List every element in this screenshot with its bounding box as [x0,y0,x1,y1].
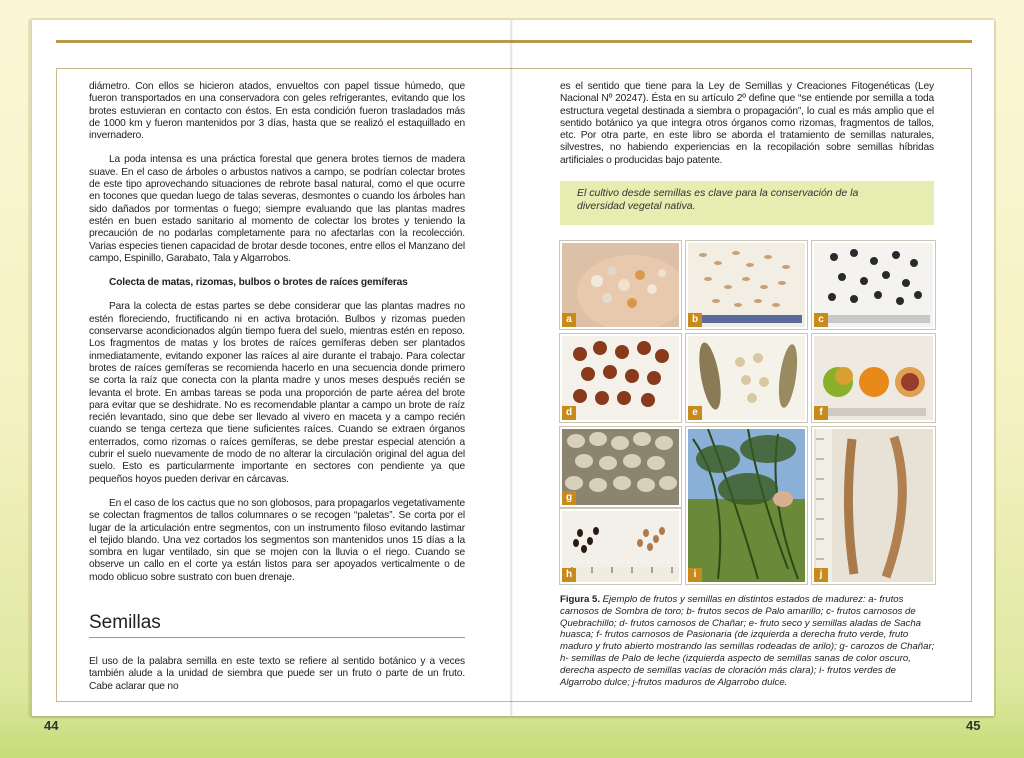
photo-label: j [814,568,828,582]
left-column [89,81,465,584]
photo-label: a [562,313,576,327]
photo-label: c [814,313,828,327]
photo-c-image [814,243,933,327]
left-paragraph-5: El uso de la palabra semilla en este texto se refiere al sentido botánico y a veces también alude a la unidad de siembra que puede ser un fruto o parte de un fruto. Cabe aclarar que no [89,656,465,692]
right-top-rule [512,40,972,43]
photo-i-image [688,429,805,582]
photo-label: f [814,406,828,420]
figure-caption-text: Ejemplo de frutos y semillas en distintos estados de madurez: a- frutos carnosos de Sombra de toro; b- frutos secos de Palo amarillo; c- frutos carnosos de Quebrachillo; d- frutos carnosos de Chañar; e- fruto seco y semillas aladas de Sacha huasca; f- frutos carnosos de Pasionaria (de izquierda a derecha fruto verde, fruto maduro y fruto abierto mostrando las semillas rodeadas de arilo); g- carozos de Chañar; h- semillas de Palo de leche (izquierda aspecto de semillas sanas de color oscuro, derecha aspecto de semillas vacías de cloración más clara); i- frutos verdes de Algarrobo dulce; j-frutos maduros de Algarrobo dulce. [560,594,935,688]
figure-caption [560,594,936,688]
page-number-right: 45 [966,718,981,733]
photo-d-image [562,336,679,420]
photo-label: g [562,491,576,505]
photo-d [560,334,681,422]
photo-g [560,427,681,507]
photo-c [812,241,935,329]
photo-g-image [562,429,679,505]
photo-i [686,427,807,584]
photo-j [812,427,935,584]
photo-a-image [562,243,679,327]
left-paragraph-2: La poda intensa es una práctica forestal que genera brotes tiernos de madera suave. En el caso de árboles o arbustos nativos a campo, se podrían colectar brotes de este tipo aprovechando situaciones de rebrote basal natural, como el que ocurre en tocones que quedan luego de talas severas, desmontes o cuando los árboles han sido dañados por tormentas o fuego; siempre evaluando que las plantas madres estén en buen estado sanitario al momento de colectar los brotes y teniendo la precaución de no podarlas completamente para no afectarlas con la recolección. Varias especies tienen capacidad de brotar desde tocones, entre ellos el Manzano del campo, Espinillo, Garabato, Tala y Algarrobos. [89,154,465,264]
photo-label: h [562,568,576,582]
photo-a [560,241,681,329]
photo-h [560,509,681,584]
photo-h-image [562,511,679,582]
photo-f-image [814,336,933,420]
photo-b [686,241,807,329]
pull-quote [560,181,934,225]
photo-label: d [562,406,576,420]
page-number-left: 44 [44,718,59,733]
section-title-semillas: Semillas [89,612,465,638]
photo-f [812,334,935,422]
pull-quote-text: El cultivo desde semillas es clave para la conservación de la diversidad vegetal nativa. [577,187,859,212]
left-paragraph-1: diámetro. Con ellos se hicieron atados, envueltos con papel tissue húmedo, que fueron transportados en una conservadora con geles refrigerantes, evitando que los brotes estuvieran en contacto con éstos. En esta condición fueron trasladados más de 1000 km y fueron mantenidos por 3 días, hasta que se realizó el estaquillado en invernadero. [89,81,465,142]
left-paragraph-3: Para la colecta de estas partes se debe considerar que las plantas madres no estén floreciendo, fructificando ni en activa brotación. Bulbos y rizomas pueden conservarse acondicionados algún tiempo fuera del suelo, mientras estén en reposo. Los fragmentos de matas y los brotes de raíces gemíferas deben ser plantados inmediatamente, evitando exponer las raíces al aire durante el trabajo. Para colectar brotes de raíces gemíferas se recomienda hacerlo en una secuencia donde primero se corta la raíz que conecta con la planta madre y unos meses después recién se levanta el brote. En ambas tareas se poda una proporción de parte aérea del brote para evitar que se deshidrate. No es recomendable plantar a campo un brote de raíz recién levantado, sino que debe ser llevado al vivero en maceta y a campo recién cuando se tenga certeza que tiene suficientes raíces. Cuando se extraen órganos enterrados, como rizomas o raíces gemíferas, se debe prestar especial atención a cubrir el suelo nuevamente de modo de no alterar la circulación original del agua del suelo. Esto es particularmente importante en sectores con pendiente ya que pequeños hoyos pueden derivar en cárcavas. [89,301,465,485]
photo-j-image [814,429,933,582]
photo-e [686,334,807,422]
photo-b-image [688,243,805,327]
left-top-rule [56,40,512,43]
subheading-colecta: Colecta de matas, rizomas, bulbos o brotes de raíces gemíferas [109,277,408,289]
photo-label: i [688,568,702,582]
photo-e-image [688,336,805,420]
book-spine [510,20,514,716]
photo-label: b [688,313,702,327]
left-paragraph-4: En el caso de los cactus que no son globosos, para propagarlos vegetativamente se colectan fragmentos de tallos columnares o se recogen “paletas”. Se corta por el lugar de la articulación entre segmentos, con un instrumento filoso evitando lastimar el tejido blando. Una vez cortados los segmentos son mantenidos unos 15 días a la sombra en lugar ventilado, sin que se mojen con la lluvia o el riego. Cuando se observe un callo en el corte ya están listos para ser apoyados verticalmente o de modo oblicuo sobre sustrato con buen drenaje. [89,497,465,583]
figure-caption-label: Figura 5. [560,594,600,605]
photo-label: e [688,406,702,420]
right-paragraph-1: es el sentido que tiene para la Ley de Semillas y Creaciones Fitogenéticas (Ley Nacional Nº 20247). Ésta en su artículo 2º define que “se entiende por semilla a toda estructura vegetal destinada a siembra o propagación”, lo cual es más amplio que el sentido botánico ya que integra otros órganos como rizomas, fragmentos de tallos, etc. Por otra parte, en este libro se aborda el tratamiento de semillas naturales, silvestres, no habiendo experiencias en la recopilación sobre semillas híbridas artificiales o producidas bajo patente. [560,81,934,166]
